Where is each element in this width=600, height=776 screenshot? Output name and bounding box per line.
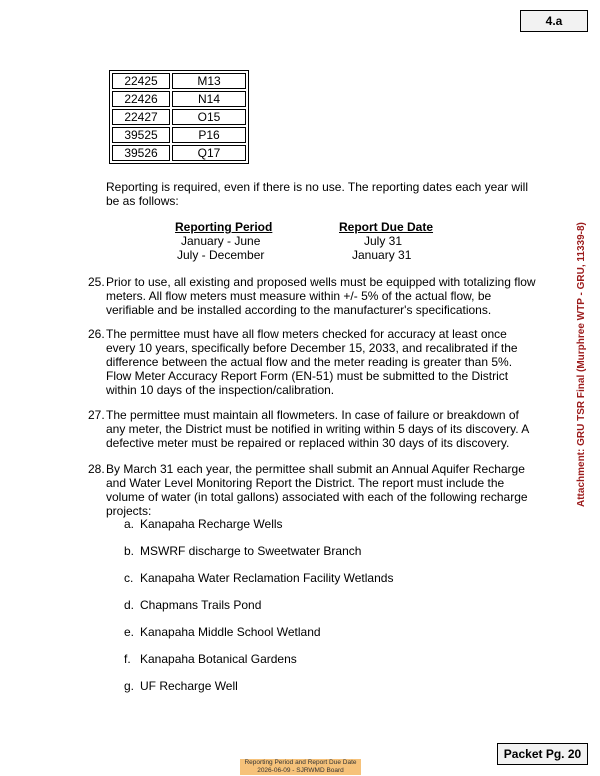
period-cell: January - June: [181, 234, 261, 248]
condition-number: 28.: [88, 462, 105, 476]
well-id-cell: 39526: [112, 145, 170, 161]
due-date-cell: July 31: [364, 234, 403, 248]
list-letter: g.: [124, 679, 135, 693]
well-id-cell: 39525: [112, 127, 170, 143]
well-id-cell: 22427: [112, 109, 170, 125]
list-letter: c.: [124, 571, 134, 585]
list-letter: b.: [124, 544, 135, 558]
report-due-header: Report Due Date: [339, 220, 434, 234]
well-id-cell: 22426: [112, 91, 170, 107]
table-row: [112, 109, 246, 125]
list-item: [124, 517, 283, 531]
project-name: Kanapaha Water Reclamation Facility Wetlands: [140, 571, 394, 585]
list-letter: e.: [124, 625, 135, 639]
project-name: Kanapaha Recharge Wells: [140, 517, 283, 531]
packet-page-label: Packet Pg. 20: [497, 743, 588, 765]
condition-number: 26.: [88, 327, 105, 341]
project-name: Kanapaha Botanical Gardens: [140, 652, 297, 666]
period-cell: July - December: [177, 248, 265, 262]
table-row: [112, 127, 246, 143]
footer-stamp: [240, 759, 361, 775]
stamp-line: Reporting Period and Report Due Date: [244, 759, 357, 766]
list-item: [124, 625, 321, 639]
list-letter: f.: [124, 652, 131, 666]
well-code-cell: Q17: [172, 145, 246, 161]
well-code-cell: O15: [172, 109, 246, 125]
list-letter: a.: [124, 517, 135, 531]
agenda-item-tag: 4.a: [520, 10, 588, 32]
stamp-line: 2026-06-09 - SJRWMD Board: [257, 767, 344, 774]
well-code-cell: M13: [172, 73, 246, 89]
well-code-cell: P16: [172, 127, 246, 143]
attachment-side-label: Attachment: GRU TSR Final (Murphree WTP - GRU, 11339-8): [576, 222, 587, 507]
reporting-period-header: Reporting Period: [175, 220, 273, 234]
table-row: [112, 91, 246, 107]
list-item: [124, 652, 297, 666]
wells-table: [109, 70, 249, 164]
condition-text: By March 31 each year, the permittee shall submit an Annual Aquifer Recharge and Water Level Monitoring Report the District. The report must include the volume of water (in total gallons) associated with each of the following recharge projects:: [106, 462, 528, 518]
condition-number: 25.: [88, 275, 105, 289]
list-item: [124, 571, 393, 585]
well-id-cell: 22425: [112, 73, 170, 89]
due-date-cell: January 31: [352, 248, 412, 262]
condition-text: Prior to use, all existing and proposed wells must be equipped with totalizing flow meters. All flow meters must measure within +/- 5% of the actual flow, be verifiable and be installed according to the manufacturer's specifications.: [106, 275, 536, 317]
list-item: [124, 544, 361, 558]
project-name: UF Recharge Well: [140, 679, 238, 693]
project-name: Chapmans Trails Pond: [140, 598, 262, 612]
list-letter: d.: [124, 598, 135, 612]
project-name: MSWRF discharge to Sweetwater Branch: [140, 544, 362, 558]
condition-text: The permittee must have all flow meters checked for accuracy at least once every 10 years, specifically before December 15, 2033, and recalibrated if the difference between the actual flow and the meter reading is greater than 5%. Flow Meter Accuracy Report Form (EN-51) must be submitted to the District within 10 days of the inspection/calibration.: [106, 327, 518, 397]
table-row: [112, 145, 246, 161]
table-row: [112, 73, 246, 89]
well-code-cell: N14: [172, 91, 246, 107]
reporting-intro: Reporting is required, even if there is no use. The reporting dates each year will be as follows:: [106, 180, 529, 208]
condition-number: 27.: [88, 408, 105, 422]
list-item: [124, 598, 261, 612]
list-item: [124, 679, 238, 693]
project-name: Kanapaha Middle School Wetland: [140, 625, 321, 639]
condition-text: The permittee must maintain all flowmeters. In case of failure or breakdown of any meter, the District must be notified in writing within 5 days of its discovery. A defective meter must be repaired or replaced within 30 days of its discovery.: [106, 408, 529, 450]
